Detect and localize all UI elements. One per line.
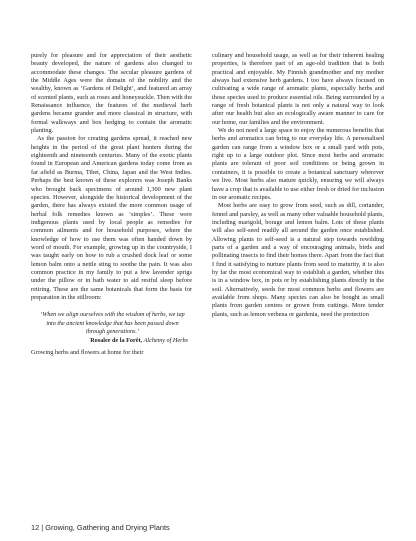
paragraph: Growing herbs and flowers at home for their — [31, 348, 144, 356]
epigraph-quote: ‘When we align ourselves with the wisdom of herbs, we tap into the ancient knowledge that has been passed down through generations.’ — [40, 312, 185, 335]
page-footer — [31, 523, 170, 532]
footer-separator: | — [41, 523, 44, 532]
page-number: 12 — [31, 523, 40, 532]
quote-source-title: Alchemy of Herbs — [143, 336, 188, 344]
left-text-column — [31, 52, 192, 357]
right-text-column — [212, 52, 384, 319]
paragraph: Most herbs are easy to grow from seed, such as dill, coriander, fennel and parsley, as well as many other valuable household plants, including marigold, borage and lemon balm. Lots of these plants will also self-seed readily all around the garden once established. Allowing plants to self-seed is a natural step towards rewilding parts of a garden and a way of encouraging animals, birds and pollinating insects to find their homes there. Apart from the fact that I find it satisfying to nurture plants from seed to maturity, it is also by far the most economical way to establish a garden, whether this is in a window box, in pots or by establishing plants directly in the soil. Alternatively, seeds for most common herbs and flowers are available from shops. Many species can also be bought as small plants from garden centres or grown from cuttings. More tender plants, such as lemon verbena or gardenia, need the protection — [212, 202, 385, 318]
paragraph: As the passion for creating gardens spread, it reached new heights in the period of the great plant hunters during the eighteenth and nineteenth centuries. Many of the exotic plants found in European and American gardens today come from as far afield as Burma, Tibet, China, Japan and the West Indies. Perhaps the best known of these explorers was Joseph Banks who brought back specimens of around 1,300 new plant species. However, alongside the historical development of the garden, there has always existed the more common usage of herbal folk remedies known as ‘simples’. These were indigenous plants used by local people as remedies for common ailments and for household purposes, where the knowledge of how to use them was often handed down by word of mouth. For example, growing up in the countryside, I was taught early on how to rub a crushed dock leaf or some lemon balm onto a nettle sting to soothe the pain. It was also common practice in my family to put a few lavender sprigs under the pillow or in bath water to aid restful sleep before retiring. These are the same botanicals that form the basis for preparation in the stillroom: — [31, 135, 192, 301]
chapter-title: Growing, Gathering and Drying Plants — [45, 523, 170, 532]
quote-attribution — [31, 337, 188, 345]
paragraph: We do not need a large space to enjoy the numerous benefits that herbs and aromatics can bring to our everyday life. A personalised garden can range from a window box or a small yard with pots, right up to a large outdoor plot. Since most herbs and aromatic plants are tolerant of poor soil conditions or being grown in containers, it is possible to create a botanical sanctuary wherever we live. Most herbs also mature quickly, ensuring we will always have a crop that is available to use either fresh or dried for inclusion in our aromatic recipes. — [212, 127, 384, 201]
paragraph: purely for pleasure and for appreciation of their aesthetic beauty developed, the nature of gardens also changed to accommodate these changes. The secular pleasure gardens of the Middle Ages were the domain of the nobility and the wealthy, known as ‘Gardens of Delight’, and featured an array of scented plants, such as roses and honeysuckle. Then with the Renaissance influence, the features of the medieval herb gardens became grander and more classical in structure, with formal walkways and box hedging to contain the aromatic planting. — [31, 52, 192, 135]
paragraph: culinary and household usage, as well as for their inherent healing properties, is therefore part of an age-old tradition that is both practical and enjoyable. My Finnish grandmother and my mother always had extensive herb gardens. I too have always focused on cultivating a wide range of aromatic plants, especially herbs and those species used to produce essential oils. Being surrounded by a range of fresh botanical plants is not only a natural way to look after our health but also an ecologically aware manner to care for our home, our families and the environment. — [212, 52, 384, 126]
quote-author: Rosalee de la Forêt, — [90, 336, 143, 344]
